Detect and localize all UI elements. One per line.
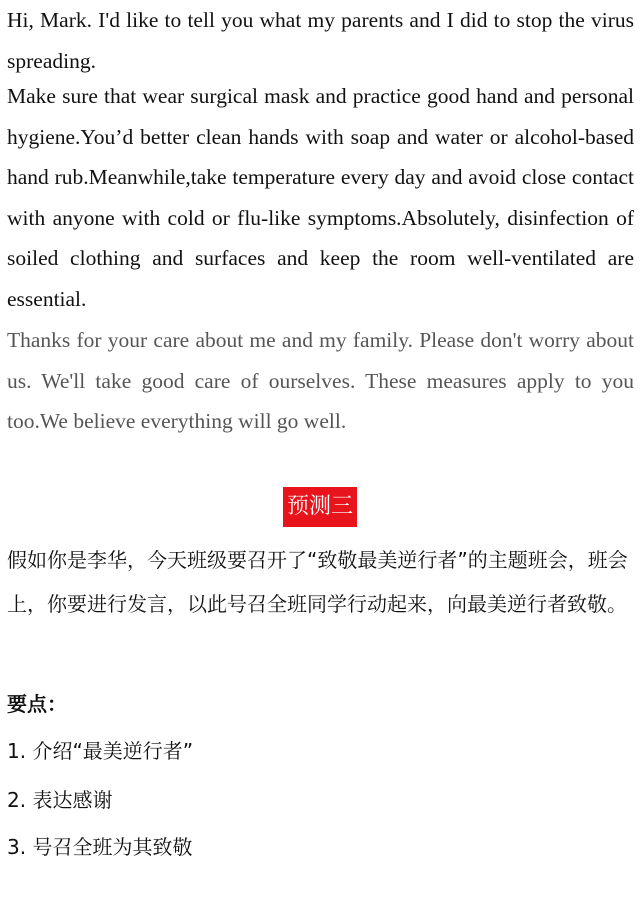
letter-paragraph-closing: Thanks for your care about me and my family. Please don't worry about us. We'll take good care of ourselves. These measures apply to you too.We believe everything will go well. <box>7 328 634 434</box>
point-item: 1. 介绍“最美逆行者” <box>7 739 194 763</box>
task-prompt: 假如你是李华，今天班级要召开了“致敬最美逆行者”的主题班会，班会上，你要进行发言，以此号召全班同学行动起来，向最美逆行者致敬。 <box>7 548 628 616</box>
point-item: 2. 表达感谢 <box>7 788 113 812</box>
letter-paragraph-measures: Make sure that wear surgical mask and practice good hand and personal hygiene.You’d better clean hands with soap and water or alcohol-based hand rub.Meanwhile,take temperature every day and avoid close contact with anyone with cold or flu-like symptoms.Absolutely, disinfection of soiled clothing and surfaces and keep the room well-ventilated are essential. <box>7 84 634 311</box>
section-badge: 预测三 <box>283 487 357 527</box>
letter-paragraph-greeting: Hi, Mark. I'd like to tell you what my parents and I did to stop the virus spreading. <box>7 8 634 73</box>
section-heading <box>0 487 640 527</box>
points-heading: 要点： <box>7 692 67 716</box>
point-item: 3. 号召全班为其致敬 <box>7 835 193 859</box>
